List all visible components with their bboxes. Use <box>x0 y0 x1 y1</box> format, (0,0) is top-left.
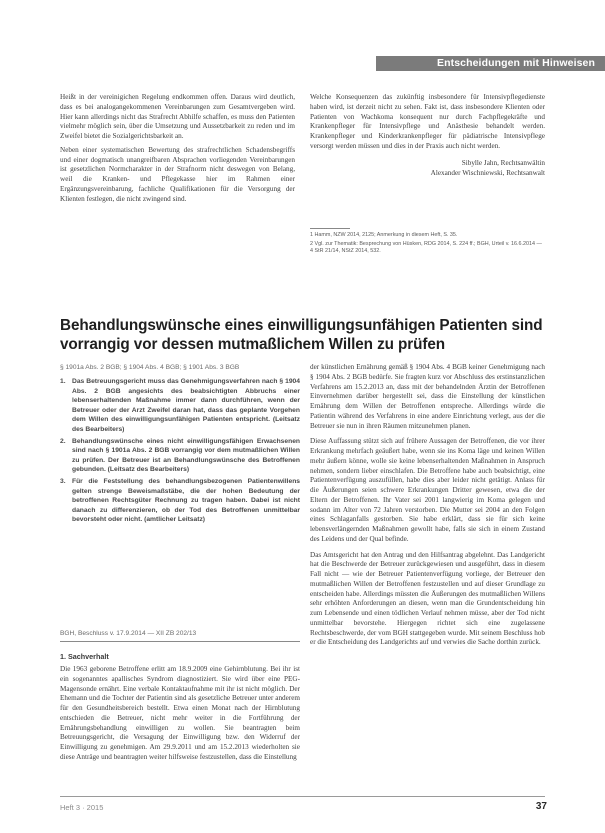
author-line: Alexander Wischniewski, Rechtsanwalt <box>430 169 545 177</box>
headnote <box>60 377 300 435</box>
article-left-body <box>60 665 300 767</box>
page-number: 37 <box>535 801 547 812</box>
paragraph: Welche Konsequenzen das zukünftig insbesondere für Intensivpflegedienste haben wird, ist derzeit nicht zu sehen. Fakt ist, dass insbesondere Klienten oder Patienten von Wachkoma konsequent nur durch Fachpflegekräfte und Krankenpfleger für Intensivpflege und Anästhesie behandelt werden. Krankenpfleger und Kinderkrankenpfleger für pädiatrische Intensivpflege versorgt werden müssen und dies in der Praxis auch nicht werden. <box>310 93 545 150</box>
headnote-text: Das Betreuungsgericht muss das Genehmigungsverfahren nach § 1904 Abs. 2 BGB angesichts des beabsichtigten Abbruchs einer lebenserhaltenden Maßnahme immer dann durchführen, wenn der Betreuer oder der Arzt Zweifel daran hat, dass das geplante Vorgehen dem Willen des einwilligungsunfähigen Patienten entspricht. (Leitsatz des Bearbeiters) <box>72 378 300 433</box>
citation-rule <box>60 641 300 642</box>
article-title: Behandlungswünsche eines einwilligungsunfähigen Patienten sind vorrangig vor dessen mutmaßlichem Willen zu prüfen <box>60 317 543 353</box>
footnote-rule <box>310 228 350 229</box>
section-heading: 1. Sachverhalt <box>60 652 109 661</box>
headnote <box>60 437 300 475</box>
top-left-column <box>60 93 295 208</box>
paragraph: Die 1963 geborene Betroffene erlitt am 18.9.2009 eine Gehirnblutung. Bei ihr ist ein sogenanntes apallisches Syndrom diagnostiziert. Sie wird über eine PEG-Magensonde ernährt. Eine verbale Kontaktaufnahme mit ihr ist nicht möglich. Der Ehemann und die Tochter der Patientin sind als gesetzliche Betreuer unter anderem für den Gesundheitsbereich bestellt. Etwa einen Monat nach der Hirnblutung entschieden die Betreuer, nicht mehr weiter in die Fortführung der Ernährungsbehandlung einwilligen zu wollen. Sie beantragten beim Betreuungsgericht, die Versagung der Einwilligung bzw. den Widerruf der Einwilligung zu genehmigen. Am 29.9.2011 und am 15.2.2013 wiederholten sie diese Anträge und beantragten weiter hilfsweise festzustellen, dass die Einstellung <box>60 665 300 761</box>
paragraph: der künstlichen Ernährung gemäß § 1904 Abs. 4 BGB keiner Genehmigung nach § 1904 Abs. 2 BGB bedürfe. Sie fragten kurz vor Abschluss des erstinstanzlichen Verfahrens am 15.2.2013 an, dass mit der behandelnden Ärztin der Betroffenen Einvernehmen darüber hergestellt sei, dass die Einstellung der künstlichen Ernährung dem Willen der Betroffenen entspreche. Allerdings würde die Patientin während des Verfahrens in eine andere Einrichtung verlegt, aus der die Betreuer sie nun in ihren Räumen mitzunehmen planen. <box>310 363 545 430</box>
footnote: 1 Hamm, NZW 2014, 2125; Anmerkung in diesem Heft, S. 35. <box>310 232 458 238</box>
headnote-text: Behandlungswünsche eines nicht einwilligungsfähigen Erwachsenen sind nach § 1901a Abs. 2 BGB vorrangig vor dem mutmaßlichen Willen zu prüfen. Der Betreuer ist an Behandlungswünsche des Betroffenen gebunden. (Leitsatz des Bearbeiters) <box>72 437 300 474</box>
article-right-body <box>310 363 545 652</box>
headnote-number: 2. <box>60 437 66 445</box>
top-right-column <box>310 93 545 179</box>
author-line: Sibylle Jahn, Rechtsanwältin <box>461 158 545 167</box>
footer-rule <box>60 796 545 797</box>
footnotes <box>310 232 545 257</box>
headnote-number: 3. <box>60 477 66 485</box>
paragraph: Heißt in der vereinigichen Regelung endkommen offen. Daraus wird deutlich, dass es bei analogangekommenen Vereinbarungen zum Gesamtvergeben wird. Hier kann allerdings nicht das Strafrecht Abhilfe schaffen, es muss den Patienten vielmehr möglich sein, über die Umsetzung und Aussetzbarkeit zu reden und im Zweifel bietet die Sozialgerichtsbarkeit an. <box>60 93 295 140</box>
headnotes <box>60 377 300 527</box>
author-signature <box>310 158 545 179</box>
paragraph: Das Amtsgericht hat den Antrag und den Hilfsantrag abgelehnt. Das Landgericht hat die Beschwerde der Betreuer zurückgewiesen und ausgeführt, dass in diesem Fall nicht — wie der Betreuer Patientenverfügung vorliege, der Betreuer den mutmaßlichen Willen der Betroffenen festzustellen und auf dieser Grundlage zu entscheiden habe. Allerdings müssten die Äußerungen des mutmaßlichen Willens sehr erhöhten Anforderungen an diesen, wenn man die Grundentscheidung hin zum Lebensende und einen tödlichen Verlauf nehmen müsse, aber der Tod nicht unmittelbar bevorstehe. Hiergegen richtet sich eine zugelassene Rechtsbeschwerde, der vom BGH stattgegeben wurde. Mit seinem Beschluss hob er die Entscheidung des Landgerichts auf und verwies die Sache dorthin zurück. <box>310 550 545 647</box>
section-banner: Entscheidungen mit Hinweisen <box>376 56 605 71</box>
issue-label: Heft 3 · 2015 <box>60 803 104 812</box>
court-citation: BGH, Beschluss v. 17.9.2014 — XII ZB 202/13 <box>60 630 197 637</box>
headnote-number: 1. <box>60 378 66 385</box>
headnote <box>60 477 300 525</box>
footnote: 2 Vgl. zur Thematik: Besprechung von Hüsken, RDG 2014, S. 224 ff.; BGH, Urteil v. 16.6.2014 — 4 StR 21/14, NStZ 2014, 532. <box>310 240 542 255</box>
headnote-text: Für die Feststellung des behandlungsbezogenen Patientenwillens gelten strenge Beweismaßstäbe, die der hohen Bedeutung der betroffenen Rechtsgüter Rechnung zu tragen haben. Dabei ist nicht danach zu differenzieren, ob der Tod des Betroffenen unmittelbar bevorsteht oder nicht. (amtlicher Leitsatz) <box>72 477 300 524</box>
paragraph: Diese Auffassung stützt sich auf frühere Aussagen der Betroffenen, die vor ihrer Erkrankung mehrfach geäußert habe, wenn sie ins Koma läge und keinen Willen mehr äußern könne, wolle sie keine lebenserhaltenden Maßnahmen in Anspruch nehmen, sondern lieber einschlafen. Die Betroffene habe auch beabsichtigt, eine Patientenverfügung auszufüllen, habe dies aber leider nicht getätigt. Anlass für die Äußerungen seien schwere Erkrankungen Dritter gewesen, etwa die der Eltern der Betroffenen. Ihr Vater sei 2001 langwierig im Koma gelegen und sodann im Alter von 72 Jahren verstorben. Die Mutter sei 2004 an den Folgen eines Schlaganfalls gestorben. Sie habe erklärt, dass sie für sich keine lebensverlängernden Maßnahmen gewollt habe, falls sie sich in einem Zustand des Leidens und der Qual befinde. <box>310 437 545 543</box>
legal-norms: § 1901a Abs. 2 BGB; § 1904 Abs. 4 BGB; § 1901 Abs. 3 BGB <box>60 364 240 371</box>
paragraph: Neben einer systematischen Bewertung des strafrechtlichen Schadensbegriffs und einer dogmatisch unangreifbaren Absprachen vorliegenden Vereinbarungen ist gesetzlichen Normcharakter in der Strafnorm nicht deswegen von Belang, weil die Kranken- und Pflegekasse hier im Rahmen einer Ergänzungsvereinbarung, fachliche Qualifikationen für die Versorgung der Klienten festlegen, die nicht zwingend sind. <box>60 145 295 203</box>
